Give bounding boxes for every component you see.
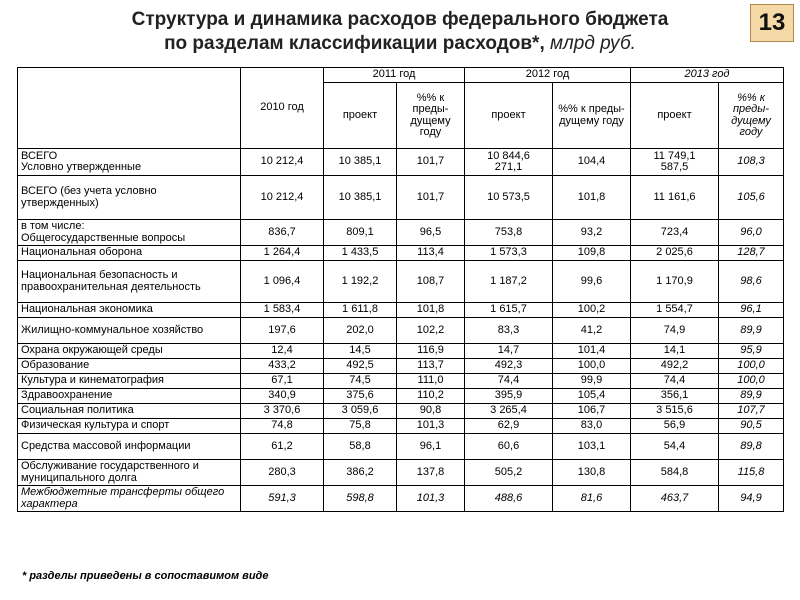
cell-r2013: 128,7 bbox=[719, 246, 784, 261]
cell-v2010: 74,8 bbox=[241, 419, 324, 434]
cell-r2013: 96,1 bbox=[719, 303, 784, 318]
cell-p2013: 56,9 bbox=[631, 419, 719, 434]
cell-p2013: 1 554,7 bbox=[631, 303, 719, 318]
row-section-name: ВСЕГО (без учета условно утвержденных) bbox=[18, 176, 241, 220]
cell-p2011: 1 433,5 bbox=[324, 246, 397, 261]
cell-r2012: 101,4 bbox=[553, 344, 631, 359]
header-section-cell bbox=[18, 68, 241, 149]
cell-v2010: 433,2 bbox=[241, 359, 324, 374]
cell-p2013: 11 749,1 587,5 bbox=[631, 149, 719, 176]
title-line-1: Структура и динамика расходов федерального бюджета bbox=[131, 9, 669, 30]
cell-p2011: 1 611,8 bbox=[324, 303, 397, 318]
cell-p2011: 75,8 bbox=[324, 419, 397, 434]
cell-r2013: 115,8 bbox=[719, 460, 784, 486]
cell-v2010: 1 264,4 bbox=[241, 246, 324, 261]
cell-v2010: 1 583,4 bbox=[241, 303, 324, 318]
cell-p2013: 584,8 bbox=[631, 460, 719, 486]
cell-p2012: 1 615,7 bbox=[465, 303, 553, 318]
cell-p2011: 386,2 bbox=[324, 460, 397, 486]
cell-v2010: 10 212,4 bbox=[241, 149, 324, 176]
row-section-name: Национальная экономика bbox=[18, 303, 241, 318]
cell-p2013: 463,7 bbox=[631, 486, 719, 512]
row-section-name: Межбюджетные трансферты общего характера bbox=[18, 486, 241, 512]
cell-p2011: 598,8 bbox=[324, 486, 397, 512]
header-2012-project: проект bbox=[465, 83, 553, 149]
row-section-name: Национальная безопасность и правоохранительная деятельность bbox=[18, 261, 241, 303]
row-section-name: Культура и кинематография bbox=[18, 374, 241, 389]
cell-p2012: 492,3 bbox=[465, 359, 553, 374]
table-row bbox=[18, 149, 784, 176]
cell-r2011: 101,7 bbox=[397, 149, 465, 176]
cell-r2011: 113,7 bbox=[397, 359, 465, 374]
cell-r2012: 104,4 bbox=[553, 149, 631, 176]
title-line-2 bbox=[0, 32, 800, 56]
header-2011-project: проект bbox=[324, 83, 397, 149]
cell-p2013: 356,1 bbox=[631, 389, 719, 404]
cell-p2013: 74,9 bbox=[631, 318, 719, 344]
cell-p2011: 492,5 bbox=[324, 359, 397, 374]
row-section-name: Физическая культура и спорт bbox=[18, 419, 241, 434]
cell-r2012: 41,2 bbox=[553, 318, 631, 344]
header-2013: 2013 год bbox=[631, 68, 784, 83]
header-2011: 2011 год bbox=[324, 68, 465, 83]
cell-p2011: 74,5 bbox=[324, 374, 397, 389]
cell-r2013: 96,0 bbox=[719, 220, 784, 246]
cell-p2012: 14,7 bbox=[465, 344, 553, 359]
table-row bbox=[18, 220, 784, 246]
cell-p2012: 60,6 bbox=[465, 434, 553, 460]
table-row bbox=[18, 374, 784, 389]
table-row bbox=[18, 359, 784, 374]
cell-v2010: 1 096,4 bbox=[241, 261, 324, 303]
cell-p2012: 488,6 bbox=[465, 486, 553, 512]
table-row bbox=[18, 176, 784, 220]
cell-p2011: 809,1 bbox=[324, 220, 397, 246]
header-2010: 2010 год bbox=[241, 68, 324, 149]
cell-r2012: 93,2 bbox=[553, 220, 631, 246]
cell-r2011: 96,5 bbox=[397, 220, 465, 246]
cell-p2013: 1 170,9 bbox=[631, 261, 719, 303]
cell-p2012: 83,3 bbox=[465, 318, 553, 344]
header-2012-pct: %% к преды-дущему году bbox=[553, 83, 631, 149]
cell-r2011: 102,2 bbox=[397, 318, 465, 344]
title-line-2-text: по разделам классификации расходов*, bbox=[164, 33, 545, 54]
cell-p2011: 10 385,1 bbox=[324, 149, 397, 176]
cell-r2011: 111,0 bbox=[397, 374, 465, 389]
cell-r2012: 99,6 bbox=[553, 261, 631, 303]
table-row bbox=[18, 261, 784, 303]
cell-v2010: 61,2 bbox=[241, 434, 324, 460]
cell-p2012: 395,9 bbox=[465, 389, 553, 404]
cell-r2012: 105,4 bbox=[553, 389, 631, 404]
cell-r2012: 99,9 bbox=[553, 374, 631, 389]
table-row bbox=[18, 389, 784, 404]
table-row bbox=[18, 434, 784, 460]
cell-v2010: 12,4 bbox=[241, 344, 324, 359]
header-2013-pct: %% к преды-дущему году bbox=[719, 83, 784, 149]
cell-p2012: 3 265,4 bbox=[465, 404, 553, 419]
table-row bbox=[18, 318, 784, 344]
row-section-name: Жилищно-коммунальное хозяйство bbox=[18, 318, 241, 344]
cell-r2013: 89,9 bbox=[719, 318, 784, 344]
cell-v2010: 67,1 bbox=[241, 374, 324, 389]
cell-p2013: 492,2 bbox=[631, 359, 719, 374]
slide-title bbox=[0, 8, 800, 56]
cell-r2013: 95,9 bbox=[719, 344, 784, 359]
cell-r2012: 109,8 bbox=[553, 246, 631, 261]
cell-v2010: 836,7 bbox=[241, 220, 324, 246]
cell-p2012: 10 844,6 271,1 bbox=[465, 149, 553, 176]
cell-r2011: 110,2 bbox=[397, 389, 465, 404]
cell-r2011: 113,4 bbox=[397, 246, 465, 261]
cell-r2012: 101,8 bbox=[553, 176, 631, 220]
cell-r2011: 101,7 bbox=[397, 176, 465, 220]
title-unit: млрд руб. bbox=[550, 33, 636, 54]
cell-r2013: 89,9 bbox=[719, 389, 784, 404]
budget-table bbox=[17, 67, 784, 512]
cell-v2010: 591,3 bbox=[241, 486, 324, 512]
row-section-name: в том числе: Общегосударственные вопросы bbox=[18, 220, 241, 246]
cell-v2010: 280,3 bbox=[241, 460, 324, 486]
row-section-name: Охрана окружающей среды bbox=[18, 344, 241, 359]
cell-p2013: 54,4 bbox=[631, 434, 719, 460]
cell-p2013: 723,4 bbox=[631, 220, 719, 246]
table-row bbox=[18, 460, 784, 486]
cell-p2012: 10 573,5 bbox=[465, 176, 553, 220]
cell-r2011: 116,9 bbox=[397, 344, 465, 359]
row-section-name: Обслуживание государственного и муниципального долга bbox=[18, 460, 241, 486]
cell-p2012: 505,2 bbox=[465, 460, 553, 486]
cell-r2012: 81,6 bbox=[553, 486, 631, 512]
cell-r2013: 100,0 bbox=[719, 374, 784, 389]
cell-p2012: 62,9 bbox=[465, 419, 553, 434]
cell-v2010: 3 370,6 bbox=[241, 404, 324, 419]
cell-r2012: 106,7 bbox=[553, 404, 631, 419]
footnote: * разделы приведены в сопоставимом виде bbox=[22, 570, 269, 582]
row-section-name: Образование bbox=[18, 359, 241, 374]
cell-r2011: 101,3 bbox=[397, 486, 465, 512]
cell-p2013: 3 515,6 bbox=[631, 404, 719, 419]
cell-p2012: 1 573,3 bbox=[465, 246, 553, 261]
table-row bbox=[18, 344, 784, 359]
cell-p2013: 74,4 bbox=[631, 374, 719, 389]
cell-r2011: 101,8 bbox=[397, 303, 465, 318]
cell-r2013: 105,6 bbox=[719, 176, 784, 220]
cell-r2013: 89,8 bbox=[719, 434, 784, 460]
cell-r2011: 108,7 bbox=[397, 261, 465, 303]
table-row bbox=[18, 303, 784, 318]
cell-r2012: 100,2 bbox=[553, 303, 631, 318]
cell-p2011: 375,6 bbox=[324, 389, 397, 404]
row-section-name: Национальная оборона bbox=[18, 246, 241, 261]
cell-r2012: 100,0 bbox=[553, 359, 631, 374]
table-row bbox=[18, 486, 784, 512]
table-row bbox=[18, 404, 784, 419]
cell-r2013: 107,7 bbox=[719, 404, 784, 419]
cell-p2012: 74,4 bbox=[465, 374, 553, 389]
cell-r2013: 100,0 bbox=[719, 359, 784, 374]
cell-p2011: 3 059,6 bbox=[324, 404, 397, 419]
cell-r2011: 96,1 bbox=[397, 434, 465, 460]
cell-v2010: 197,6 bbox=[241, 318, 324, 344]
table-row bbox=[18, 246, 784, 261]
cell-r2012: 130,8 bbox=[553, 460, 631, 486]
cell-r2013: 98,6 bbox=[719, 261, 784, 303]
cell-r2013: 90,5 bbox=[719, 419, 784, 434]
cell-r2013: 108,3 bbox=[719, 149, 784, 176]
table-body bbox=[18, 149, 784, 512]
cell-v2010: 10 212,4 bbox=[241, 176, 324, 220]
header-2013-project: проект bbox=[631, 83, 719, 149]
cell-r2013: 94,9 bbox=[719, 486, 784, 512]
row-section-name: Средства массовой информации bbox=[18, 434, 241, 460]
cell-r2011: 101,3 bbox=[397, 419, 465, 434]
cell-p2013: 11 161,6 bbox=[631, 176, 719, 220]
cell-p2011: 1 192,2 bbox=[324, 261, 397, 303]
cell-v2010: 340,9 bbox=[241, 389, 324, 404]
table-row bbox=[18, 419, 784, 434]
cell-p2011: 58,8 bbox=[324, 434, 397, 460]
header-2011-pct: %% к преды-дущему году bbox=[397, 83, 465, 149]
cell-p2011: 10 385,1 bbox=[324, 176, 397, 220]
cell-r2011: 90,8 bbox=[397, 404, 465, 419]
cell-p2013: 14,1 bbox=[631, 344, 719, 359]
cell-p2012: 753,8 bbox=[465, 220, 553, 246]
cell-r2012: 103,1 bbox=[553, 434, 631, 460]
cell-p2012: 1 187,2 bbox=[465, 261, 553, 303]
cell-p2011: 14,5 bbox=[324, 344, 397, 359]
header-2012: 2012 год bbox=[465, 68, 631, 83]
row-section-name: ВСЕГО Условно утвержденные bbox=[18, 149, 241, 176]
slide-number-badge: 13 bbox=[750, 4, 794, 42]
cell-p2011: 202,0 bbox=[324, 318, 397, 344]
cell-r2011: 137,8 bbox=[397, 460, 465, 486]
row-section-name: Социальная политика bbox=[18, 404, 241, 419]
cell-r2012: 83,0 bbox=[553, 419, 631, 434]
row-section-name: Здравоохранение bbox=[18, 389, 241, 404]
cell-p2013: 2 025,6 bbox=[631, 246, 719, 261]
